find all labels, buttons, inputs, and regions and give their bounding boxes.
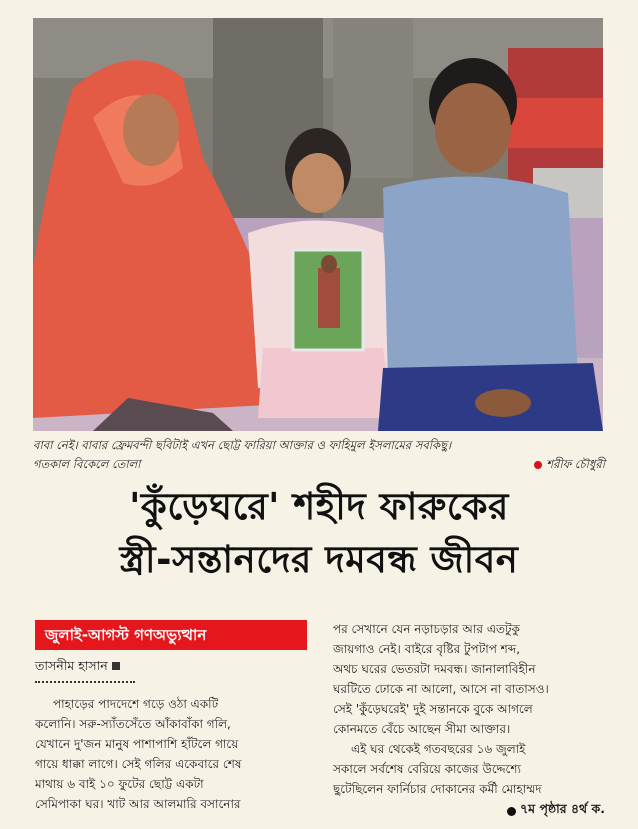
body-line: ছুটেছিলেন ফার্নিচার দোকানের কর্মী মোহাম্মদ: [333, 782, 542, 796]
body-line: সেমিপাকা ঘর। খাট আর আলমারি বসানোর: [35, 797, 241, 811]
body-column-right: [333, 619, 605, 799]
body-line: অথচ ঘরের ভেতরটা দমবন্ধ। জানালাবিহীন: [333, 662, 536, 676]
body-line: যেখানে দু'জন মানুষ পাশাপাশি হাঁটলে গায়ে: [35, 737, 239, 751]
body-line: এই ঘর থেকেই গতবছরের ১৬ জুলাই: [351, 742, 526, 756]
continued-reference[interactable]: [507, 801, 605, 821]
credit-dot-icon: [534, 461, 542, 469]
body-line: পাহাড়ের পাদদেশে গড়ে ওঠা একটি: [53, 697, 219, 711]
article-photo: [33, 18, 603, 431]
byline-square-icon: [112, 662, 120, 670]
body-line: কোনমতে বেঁচে আছেন সীমা আক্তার।: [333, 722, 511, 736]
body-line: সেই 'কুঁড়েঘরেই' দুই সন্তানকে বুকে আগলে: [333, 702, 533, 716]
article-headline: [33, 480, 605, 586]
headline-line-1: 'কুঁড়েঘরে' শহীদ ফারুকের: [129, 485, 509, 528]
caption-line-1: বাবা নেই। বাবার ফ্রেমবন্দী ছবিটাই এখন ছোট্ট ফারিয়া আক্তার ও ফাহিমুল ইসলামের সবকিছু।: [33, 438, 452, 452]
author-name: তাসনীম হাসান: [35, 658, 108, 673]
section-banner: জুলাই-আগস্ট গণঅভ্যুত্থান: [35, 620, 307, 650]
photo-caption: [33, 436, 605, 474]
body-line: কলোনি। সরু-স্যাঁতসেঁতে আঁকাবাঁকা গলি,: [35, 717, 231, 731]
continued-bullet-icon: [507, 807, 516, 816]
body-line: সকালে সর্বশেষ বেরিয়ে কাজের উদ্দেশ্যে: [333, 762, 521, 776]
photo-credit-name: শরীফ চৌধুরী: [546, 457, 605, 471]
caption-line-2: গতকাল বিকেলে তোলা: [33, 457, 141, 471]
body-column-left: [35, 694, 309, 814]
body-line: পর সেখানে যেন নড়াচড়ার আর এতটুকু: [333, 622, 520, 636]
body-line: গায়ে ধাক্কা লাগে। সেই গলির একেবারে শেষ: [35, 757, 242, 771]
body-line: ঘরটিতে ঢোকে না আলো, আসে না বাতাসও।: [333, 682, 549, 696]
continued-text: ৭ম পৃষ্ঠার ৪র্থ ক.: [520, 801, 605, 816]
photo-credit: [534, 455, 605, 474]
body-line: জায়গাও নেই। বাইরে বৃষ্টির টুপটাপ শব্দ,: [333, 642, 521, 656]
body-line: মাথায় ৬ বাই ১০ ফুটের ছোট্ট একটা: [35, 777, 204, 791]
headline-line-2: স্ত্রী-সন্তানদের দমবন্ধ জীবন: [119, 538, 519, 581]
byline: [35, 658, 307, 674]
byline-divider: [35, 679, 135, 683]
